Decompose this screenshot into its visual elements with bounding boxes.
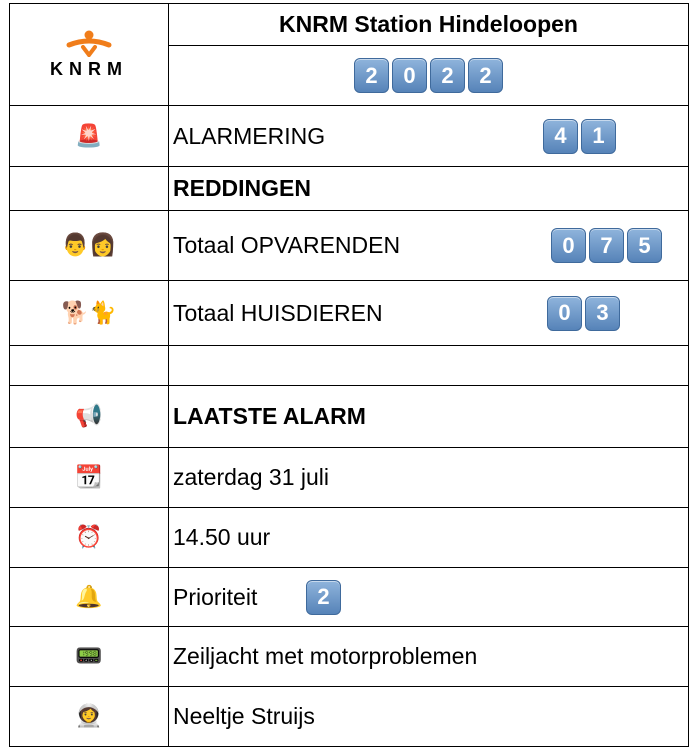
huisdieren-digits (547, 296, 620, 331)
digit-key: 4 (543, 119, 578, 154)
knrm-logo-icon (65, 29, 113, 57)
animals-icon: 🐕🐈 (61, 300, 117, 326)
row-tijd (10, 508, 689, 568)
digit-key: 0 (392, 58, 427, 93)
omschrijving-label: Zeiljacht met motorproblemen (169, 627, 689, 687)
icon-cell (10, 448, 169, 508)
digit-key: 7 (589, 228, 624, 263)
alarmering-digits (543, 119, 616, 154)
prioriteit-label: Prioriteit (173, 583, 258, 610)
digit-key: 2 (354, 58, 389, 93)
row-schipper (10, 687, 689, 747)
icon-cell (10, 508, 169, 568)
megaphone-icon: 📢 (75, 404, 103, 429)
reddingen-label: REDDINGEN (169, 167, 689, 211)
alarmering-cell (169, 106, 689, 167)
bell-icon: 🔔 (75, 584, 103, 610)
year-cell (169, 46, 689, 106)
row-omschrijving (10, 627, 689, 687)
icon-cell (10, 281, 169, 346)
prioriteit-digits (306, 580, 341, 615)
opvarenden-cell (169, 211, 689, 281)
calendar-icon: 📆 (75, 465, 103, 490)
icon-cell (10, 211, 169, 281)
alarmering-label: ALARMERING (173, 122, 326, 149)
row-title (10, 4, 689, 46)
digit-key: 2 (430, 58, 465, 93)
rescuer-icon: 👩‍🚀 (75, 704, 103, 729)
row-prioriteit (10, 568, 689, 627)
icon-cell (10, 687, 169, 747)
pager-icon: 📟 (75, 644, 103, 669)
knrm-logo (10, 29, 168, 80)
datum-label: zaterdag 31 juli (169, 448, 689, 508)
icon-cell (10, 627, 169, 687)
row-datum (10, 448, 689, 508)
row-huisdieren (10, 281, 689, 346)
alarm-clock-icon: ⏰ (75, 525, 103, 550)
row-opvarenden (10, 211, 689, 281)
stats-table (9, 3, 689, 747)
digit-key: 0 (547, 296, 582, 331)
icon-cell (10, 568, 169, 627)
stats-sheet (9, 3, 689, 749)
row-laatste (10, 386, 689, 448)
icon-cell (10, 106, 169, 167)
logo-text: KNRM (50, 59, 128, 79)
digit-key: 0 (551, 228, 586, 263)
station-title: KNRM Station Hindeloopen (169, 4, 689, 46)
schipper-label: Neeltje Struijs (169, 687, 689, 747)
huisdieren-cell (169, 281, 689, 346)
empty-cell (10, 167, 169, 211)
opvarenden-digits (551, 228, 662, 263)
digit-key: 5 (627, 228, 662, 263)
digit-key: 1 (581, 119, 616, 154)
year-digits (354, 58, 503, 93)
tijd-label: 14.50 uur (169, 508, 689, 568)
icon-cell (10, 386, 169, 448)
digit-key: 2 (468, 58, 503, 93)
opvarenden-label: Totaal OPVARENDEN (173, 232, 401, 258)
prioriteit-cell (169, 568, 689, 627)
siren-icon: 🚨 (75, 123, 103, 149)
empty-cell (169, 346, 689, 386)
row-empty (10, 346, 689, 386)
laatste-label: LAATSTE ALARM (169, 386, 689, 448)
digit-key: 2 (306, 580, 341, 615)
logo-cell (10, 4, 169, 106)
row-alarmering (10, 106, 689, 167)
people-icon: 👨👩 (61, 233, 117, 258)
row-reddingen (10, 167, 689, 211)
empty-cell (10, 346, 169, 386)
digit-key: 3 (585, 296, 620, 331)
huisdieren-label: Totaal HUISDIEREN (173, 299, 383, 326)
